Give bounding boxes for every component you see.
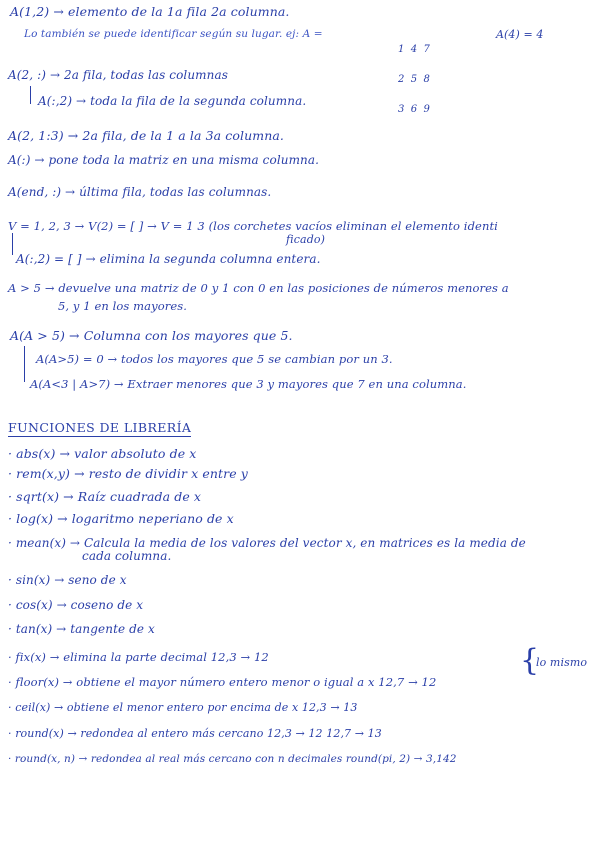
library-item-mean: · mean(x) → Calcula la media de los valores del vector x, en matrices es la media de [8,536,526,550]
text-row-a-extract: A(A<3 | A>7) → Extraer menores que 3 y mayores que 7 en una columna. [30,377,467,391]
arrow-bracket [24,346,25,382]
library-item-sqrt: · sqrt(x) → Raíz cuadrada de x [8,489,202,504]
library-item-tan: · tan(x) → tangente de x [8,622,155,636]
library-item-sin: · sin(x) → seno de x [8,573,127,587]
text-row-a2-all: A(2, :) → 2a fila, todas las columnas [8,68,228,82]
matrix-a [398,25,430,125]
library-item-log: · log(x) → logaritmo neperiano de x [8,511,234,526]
text-row-delete-col: A(:,2) = [ ] → elimina la segunda columna entera. [16,252,321,266]
section-title-library: FUNCIONES DE LIBRERÍA [8,420,192,435]
text-row-a-filter: A(A > 5) → Columna con los mayores que 5. [10,328,293,343]
text-row-vector-v: V = 1, 2, 3 → V(2) = [ ] → V = 1 3 (los corchetes vacíos eliminan el elemento identi [8,219,498,233]
text-line-element-a12: A(1,2) → elemento de la 1a fila 2a columna. [10,4,290,19]
text-row-a-gt5-cont: 5, y 1 en los mayores. [58,299,188,313]
library-item-cos: · cos(x) → coseno de x [8,598,144,612]
matrix-row: 2 5 8 [398,74,430,85]
side-note-same: lo mismo [536,656,588,669]
text-row-a-gt5: A > 5 → devuelve una matriz de 0 y 1 con 0 en las posiciones de números menores a [8,281,509,295]
matrix-row: 1 4 7 [398,44,430,55]
text-row-vector-v-cont: ficado) [286,233,325,246]
library-item-abs: · abs(x) → valor absoluto de x [8,446,197,461]
text-a4: A(4) = 4 [496,28,544,41]
text-row-a-replace: A(A>5) = 0 → todos los mayores que 5 se cambian por un 3. [36,352,393,366]
text-row-a-end: A(end, :) → última fila, todas las columnas. [8,185,272,199]
library-item-rem: · rem(x,y) → resto de dividir x entre y [8,466,248,481]
library-item-ceil: · ceil(x) → obtiene el menor entero por encima de x 12,3 → 13 [8,701,358,714]
text-row-a-colon: A(:) → pone toda la matriz en una misma columna. [8,153,320,167]
library-item-round: · round(x) → redondea al entero más cercano 12,3 → 12 12,7 → 13 [8,727,382,740]
library-item-floor: · floor(x) → obtiene el mayor número entero menor o igual a x 12,7 → 12 [8,675,437,689]
library-item-fix: · fix(x) → elimina la parte decimal 12,3 → 12 [8,650,269,664]
library-item-round-n: · round(x, n) → redondea al real más cercano con n decimales round(pi, 2) → 3,142 [8,753,457,765]
brace-icon: { [520,643,540,678]
text-row-a2-13: A(2, 1:3) → 2a fila, de la 1 a la 3a columna. [8,128,284,143]
text-row-a-col2: A(:,2) → toda la fila de la segunda columna. [38,94,307,108]
library-item-mean-cont: cada columna. [82,549,172,563]
matrix-row: 3 6 9 [398,104,430,115]
arrow-bracket [30,86,31,104]
text-line-identify-by-position: Lo también se puede identificar según su lugar. ej: A = [24,28,323,40]
arrow-bracket [12,233,13,255]
